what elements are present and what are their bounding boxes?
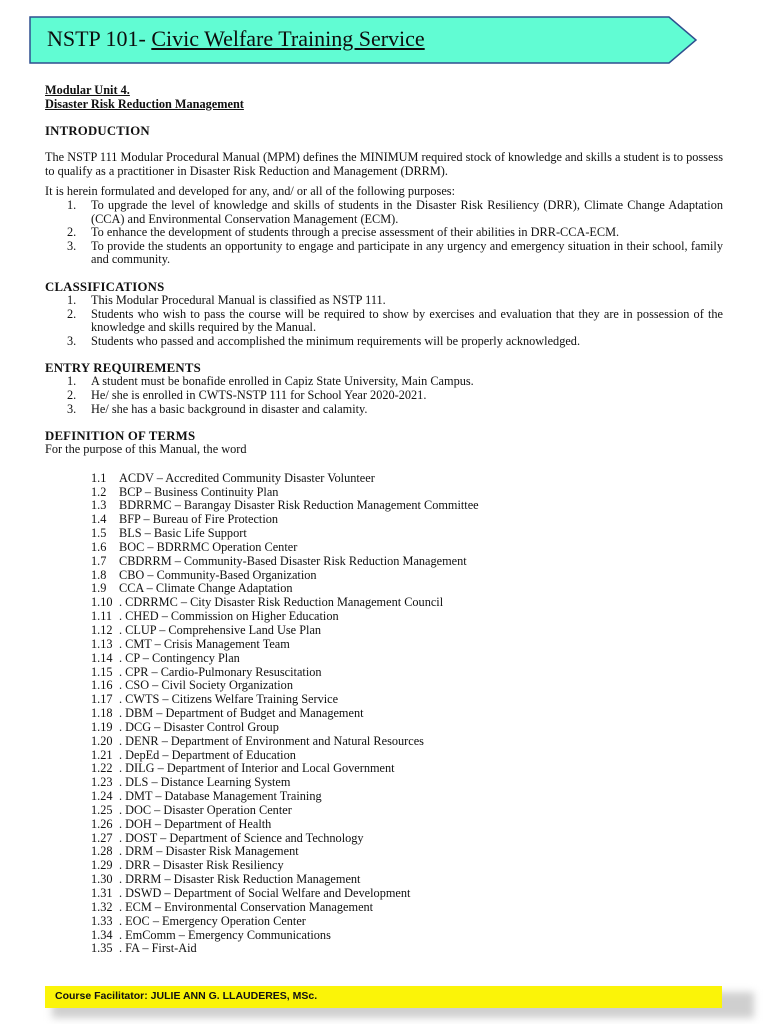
definition-number: 1.1 [91, 470, 107, 485]
footer-bar [45, 986, 722, 1008]
definition-item [91, 541, 723, 555]
definition-item [91, 679, 723, 693]
definition-number: 1.20 [91, 733, 113, 748]
definition-text: . CWTS – Citizens Welfare Training Service [119, 692, 339, 707]
definition-item [91, 513, 723, 527]
definition-item [91, 749, 723, 763]
definition-text: . CDRRMC – City Disaster Risk Reduction Management Council [119, 595, 444, 610]
definition-text: . DILG – Department of Interior and Local Government [119, 761, 395, 776]
definition-item [91, 776, 723, 790]
definition-text: . CLUP – Comprehensive Land Use Plan [119, 622, 322, 637]
definition-text: . DRM – Disaster Risk Management [119, 844, 299, 859]
definition-item [91, 762, 723, 776]
definition-number: 1.29 [91, 858, 113, 873]
title-course-name: Civic Welfare Training Service [151, 26, 425, 51]
definition-number: 1.17 [91, 692, 113, 707]
definition-number: 1.16 [91, 678, 113, 693]
definition-text: . DCG – Disaster Control Group [119, 719, 279, 734]
definition-text: CBO – Community-Based Organization [119, 567, 317, 582]
definition-number: 1.5 [91, 526, 107, 541]
purpose-list [45, 199, 723, 267]
list-item: 1. A student must be bonafide enrolled in Capiz State University, Main Campus. [67, 374, 474, 389]
definition-item [91, 845, 723, 859]
list-item: 3. He/ she has a basic background in disaster and calamity. [67, 401, 368, 416]
definition-item [91, 721, 723, 735]
definitions-intro: For the purpose of this Manual, the word [45, 442, 247, 457]
definition-item [91, 901, 723, 915]
definition-item [91, 873, 723, 887]
definition-number: 1.28 [91, 844, 113, 859]
definition-text: . DOC – Disaster Operation Center [119, 802, 292, 817]
page-title [47, 25, 425, 53]
definition-number: 1.11 [91, 609, 113, 624]
definition-text: CBDRRM – Community-Based Disaster Risk Reduction Management [119, 553, 467, 568]
definition-text: BLS – Basic Life Support [119, 526, 247, 541]
definition-item [91, 832, 723, 846]
introduction-paragraph-2: It is herein formulated and developed for any, and/ or all of the following purposes: [45, 184, 456, 199]
definition-number: 1.9 [91, 581, 107, 596]
definition-number: 1.26 [91, 816, 113, 831]
definition-text: . DMT – Database Management Training [119, 789, 322, 804]
classifications-list [45, 294, 723, 348]
definition-item [91, 610, 723, 624]
definition-number: 1.24 [91, 789, 113, 804]
definition-item [91, 569, 723, 583]
definition-number: 1.3 [91, 498, 107, 513]
definition-item [91, 472, 723, 486]
list-item: 2. To enhance the development of students through a precise assessment of their abilities in DRR-CCA-ECM. [67, 225, 620, 240]
definition-item [91, 942, 723, 956]
definition-number: 1.30 [91, 872, 113, 887]
definition-text: . DRR – Disaster Risk Resiliency [119, 858, 284, 873]
definition-item [91, 624, 723, 638]
list-item: 1. This Modular Procedural Manual is classified as NSTP 111. [67, 292, 386, 307]
entry-requirements-heading: ENTRY REQUIREMENTS [45, 361, 201, 376]
definition-item [91, 859, 723, 873]
definition-text: . CSO – Civil Society Organization [119, 678, 293, 693]
definition-item [91, 486, 723, 500]
definition-number: 1.13 [91, 636, 113, 651]
definition-text: . EmComm – Emergency Communications [119, 927, 331, 942]
entry-requirements-list [45, 375, 723, 416]
definition-number: 1.27 [91, 830, 113, 845]
title-banner [29, 16, 697, 64]
definition-item [91, 915, 723, 929]
definition-item [91, 652, 723, 666]
definition-text: . EOC – Emergency Operation Center [119, 913, 306, 928]
definition-number: 1.4 [91, 512, 107, 527]
definition-number: 1.2 [91, 484, 107, 499]
definition-item [91, 666, 723, 680]
definition-text: BFP – Bureau of Fire Protection [119, 512, 279, 527]
definitions-list [91, 472, 723, 957]
definition-text: . CHED – Commission on Higher Education [119, 609, 339, 624]
definition-text: . DepEd – Department of Education [119, 747, 296, 762]
list-item: 3. To provide the students an opportunity to engage and participate in any urgency and emergency situation in their school, family and community. [67, 238, 723, 267]
definition-text: BCP – Business Continuity Plan [119, 484, 279, 499]
definition-number: 1.15 [91, 664, 113, 679]
document-body [45, 84, 723, 956]
definition-item [91, 499, 723, 513]
definition-item [91, 527, 723, 541]
definition-item [91, 929, 723, 943]
definition-text: . DENR – Department of Environment and Natural Resources [119, 733, 424, 748]
definition-text: BOC – BDRRMC Operation Center [119, 539, 298, 554]
course-facilitator: Course Facilitator: JULIE ANN G. LLAUDERES, MSc. [55, 990, 318, 1002]
definition-number: 1.7 [91, 553, 107, 568]
introduction-paragraph-1: The NSTP 111 Modular Procedural Manual (MPM) defines the MINIMUM required stock of knowledge and skills a student is to possess to qualify as a practitioner in Disaster Risk Reduction and Management (DRRM). [45, 150, 723, 178]
definition-text: . FA – First-Aid [119, 941, 197, 956]
definition-text: . DSWD – Department of Social Welfare and Development [119, 886, 411, 900]
definition-number: 1.10 [91, 595, 113, 610]
definition-text: . ECM – Environmental Conservation Management [119, 899, 374, 914]
definition-text: . DOST – Department of Science and Technology [119, 830, 364, 845]
definition-text: . CPR – Cardio-Pulmonary Resuscitation [119, 664, 322, 679]
definition-number: 1.14 [91, 650, 113, 665]
definition-number: 1.25 [91, 802, 113, 817]
definition-number: 1.34 [91, 927, 113, 942]
definition-number: 1.12 [91, 622, 113, 637]
definition-number: 1.31 [91, 886, 113, 900]
title-prefix: NSTP 101- [47, 26, 146, 51]
definition-number: 1.35 [91, 941, 113, 956]
definition-number: 1.8 [91, 567, 107, 582]
definition-text: . DRRM – Disaster Risk Reduction Management [119, 872, 361, 887]
definition-number: 1.32 [91, 899, 113, 914]
definition-item [91, 790, 723, 804]
definition-item [91, 818, 723, 832]
list-item: 2. He/ she is enrolled in CWTS-NSTP 111 for School Year 2020-2021. [67, 387, 427, 402]
definition-text: . CP – Contingency Plan [119, 650, 240, 665]
definition-number: 1.23 [91, 775, 113, 790]
definition-of-terms-heading: DEFINITION OF TERMS [45, 429, 196, 444]
unit-number: Modular Unit 4. [45, 83, 130, 97]
definition-item [91, 693, 723, 707]
definition-number: 1.18 [91, 706, 113, 721]
definition-number: 1.6 [91, 539, 107, 554]
definition-number: 1.22 [91, 761, 113, 776]
definition-text: CCA – Climate Change Adaptation [119, 581, 293, 596]
definition-item [91, 707, 723, 721]
definition-number: 1.33 [91, 913, 113, 928]
definition-text: . DLS – Distance Learning System [119, 775, 291, 790]
definition-item [91, 638, 723, 652]
unit-title: Disaster Risk Reduction Management [45, 96, 244, 111]
definition-text: ACDV – Accredited Community Disaster Volunteer [119, 470, 375, 485]
definition-item [91, 804, 723, 818]
introduction-heading: INTRODUCTION [45, 124, 150, 139]
definition-text: . DBM – Department of Budget and Management [119, 706, 364, 721]
definition-item [91, 887, 723, 901]
definition-item [91, 735, 723, 749]
list-item: 2. Students who wish to pass the course will be required to show by exercises and evaluation that they are in possession of the knowledge and skills required by the Manual. [67, 306, 723, 335]
list-item: 1. To upgrade the level of knowledge and skills of students in the Disaster Risk Resiliency (DRR), Climate Change Adaptation (CCA) and Environmental Conservation Management (ECM). [67, 197, 723, 226]
definition-item [91, 582, 723, 596]
definition-number: 1.21 [91, 747, 113, 762]
definition-item [91, 596, 723, 610]
list-item: 3. Students who passed and accomplished the minimum requirements will be properly acknowledged. [67, 333, 581, 348]
definition-text: BDRRMC – Barangay Disaster Risk Reduction Management Committee [119, 498, 479, 513]
definition-text: . CMT – Crisis Management Team [119, 636, 290, 651]
classifications-heading: CLASSIFICATIONS [45, 279, 165, 294]
definition-item [91, 555, 723, 569]
definition-number: 1.19 [91, 719, 113, 734]
definition-text: . DOH – Department of Health [119, 816, 272, 831]
